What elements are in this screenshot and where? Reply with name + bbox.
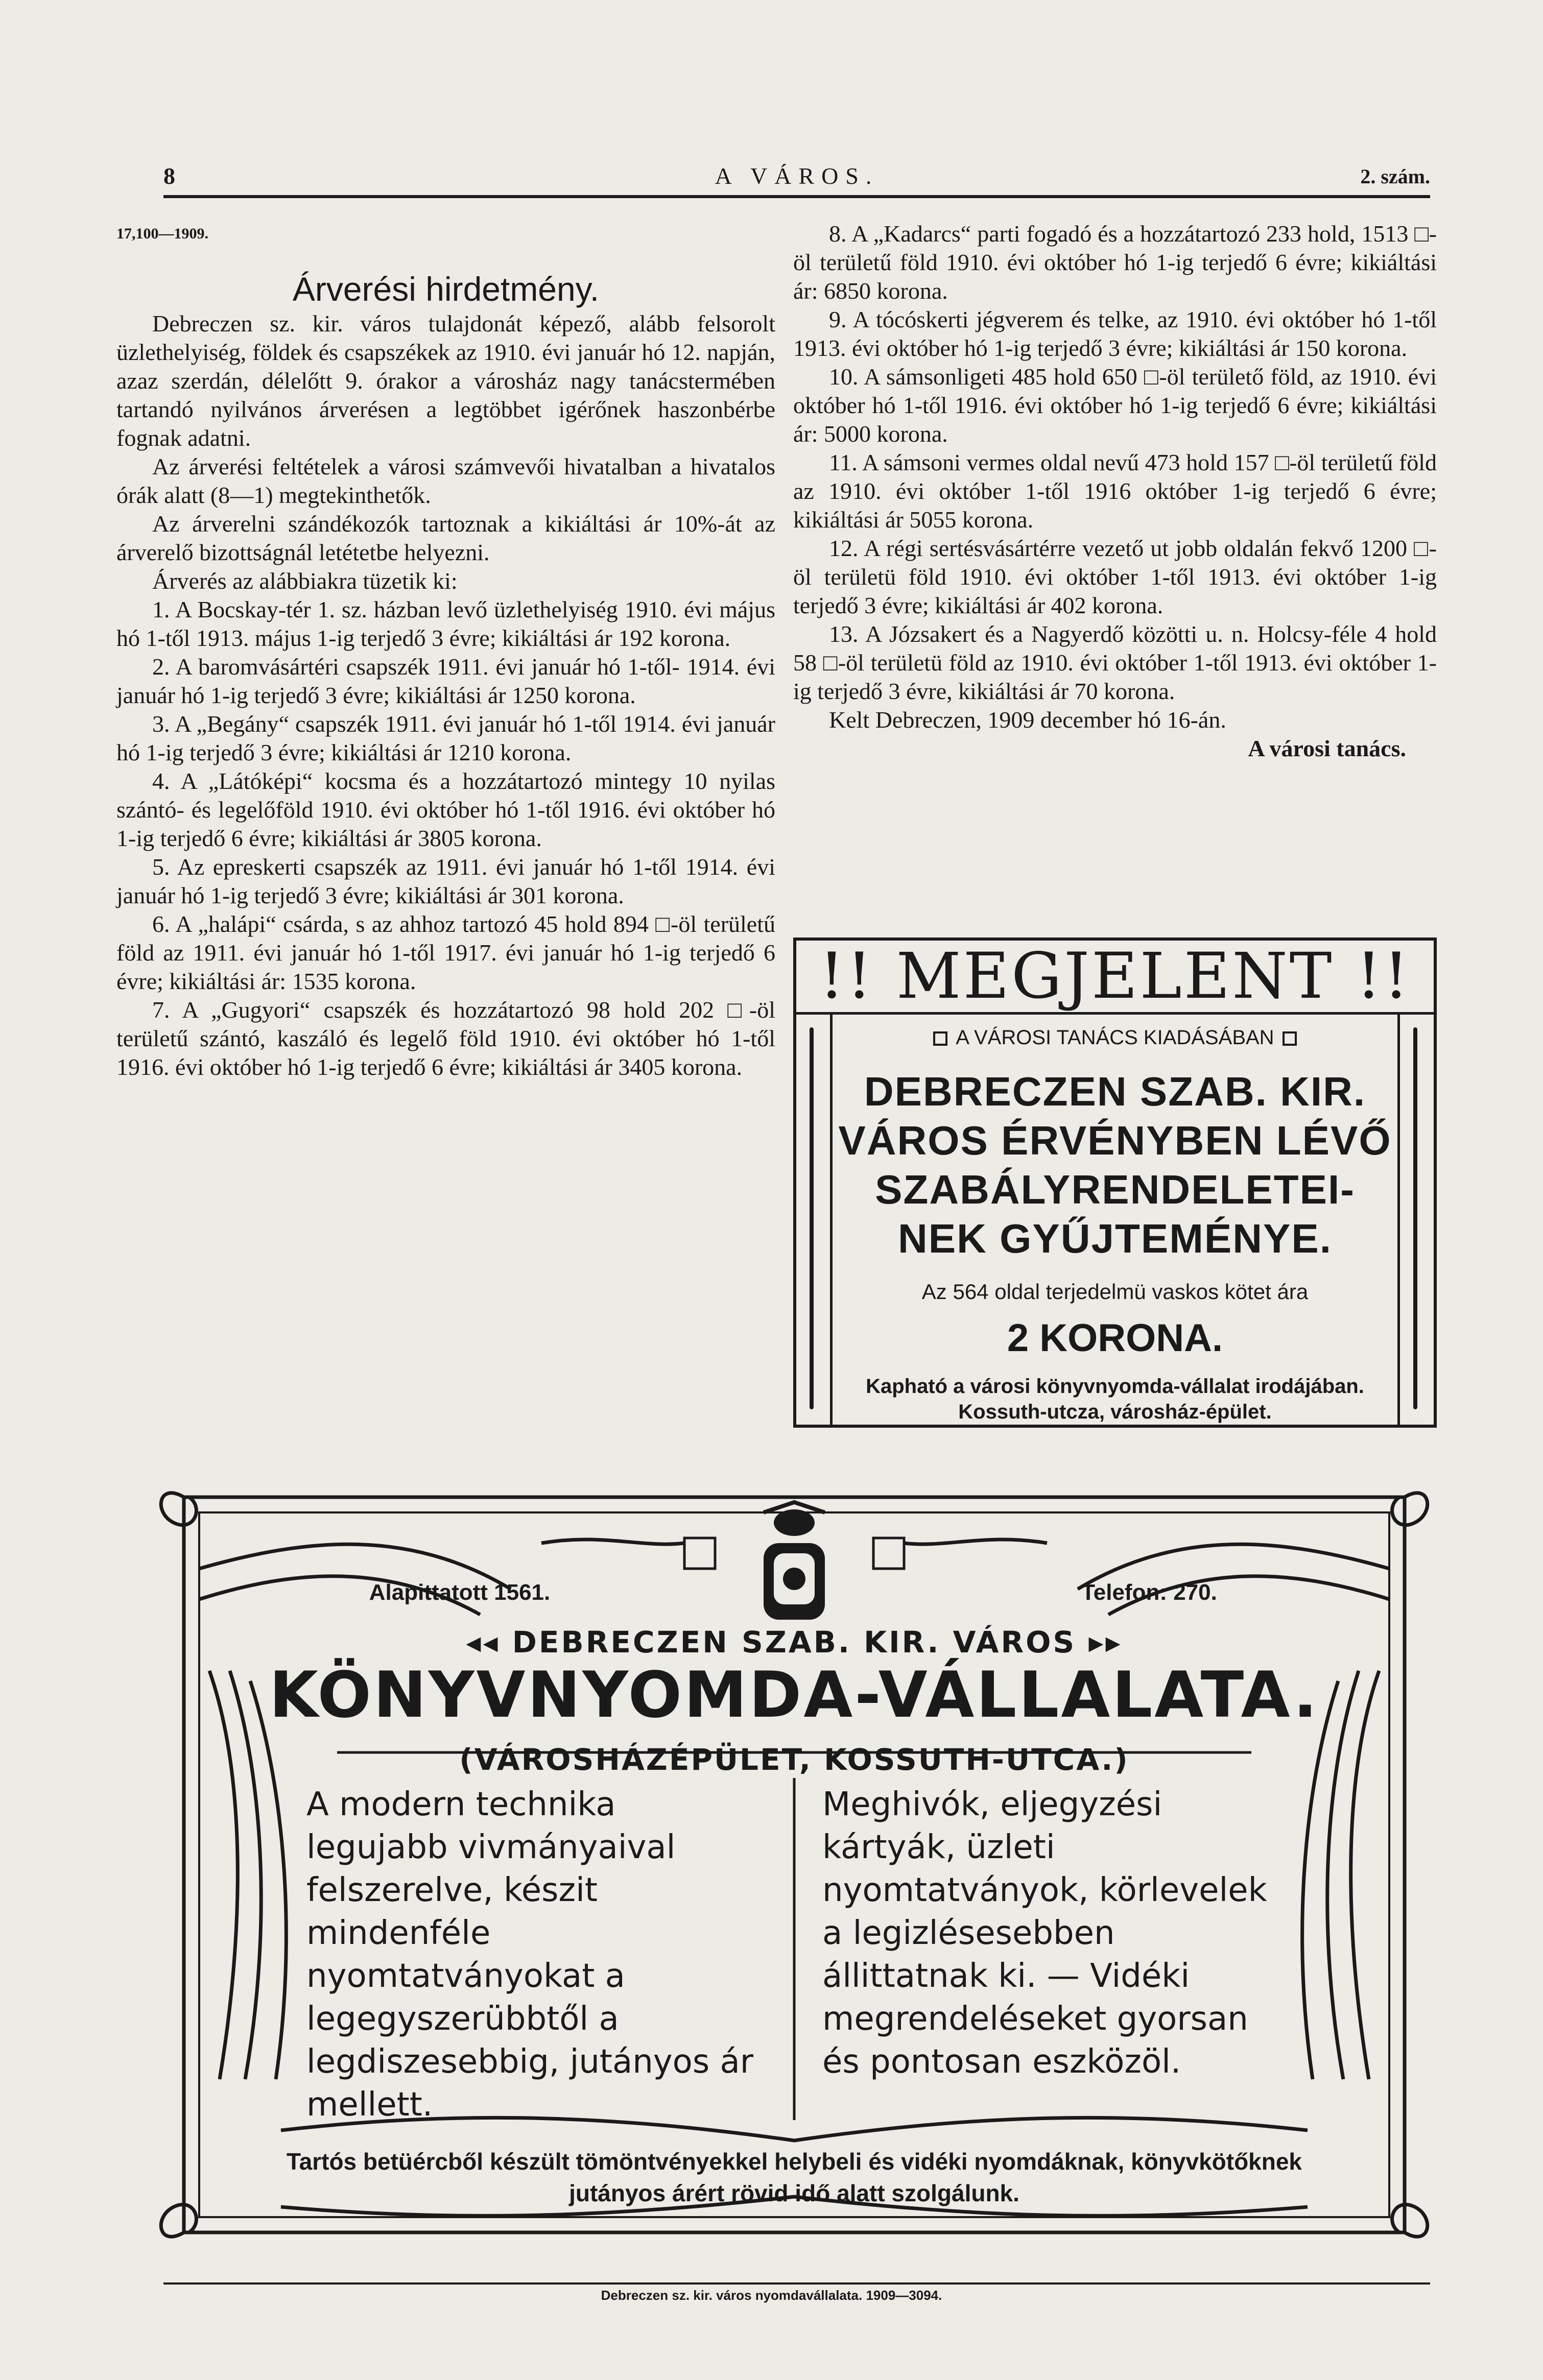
ad-subtitle-line [837, 1022, 1393, 1053]
shop-services-left: A modern technika legujabb vivmányaival felszerelve, készit mindenféle nyomtatványokat a legegyszerübbtől a legdiszesebbig, jutányos ár mellett. [306, 1786, 754, 2124]
ad-right-ornament [1397, 1012, 1434, 1425]
ad-headline: !! MEGJELENT !! [796, 941, 1434, 1015]
notice-conditions: Az árverési feltételek a városi számvevői hivatalban a hivatalos órák alatt (8—1) megtekinthetők. [116, 453, 775, 508]
ad-price: 2 KORONA. [1007, 1316, 1223, 1360]
ad-body [837, 1022, 1393, 1425]
notice-item: 12. A régi sertésvásártérre vezető ut jobb oldalán fekvő 1200 □-öl területü föld 1910. évi október 1-től 1913. évi október 1-ig terjedő 3 évre; kikiáltási ár 402 korona. [793, 535, 1437, 618]
ad-book-title: DEBRECZEN SZAB. KIR. VÁROS ÉRVÉNYBEN LÉVŐ SZABÁLYRENDELETEI-NEK GYŰJTEMÉNYE. [838, 1069, 1392, 1261]
notice-reference: 17,100—1909. [116, 225, 208, 242]
notice-item: 3. A „Begány“ csapszék 1911. évi január hó 1-től 1914. évi január hó 1-ig terjedő 3 évre; kikiáltási ár 1210 korona. [116, 711, 775, 765]
ad-availability: Kapható a városi könyvnyomda-vállalat irodájában. Kossuth-utcza, városház-épület. [866, 1375, 1364, 1423]
printer-imprint: Debreczen sz. kir. város nyomdavállalata. 1909—3094. [601, 2288, 942, 2303]
phone-number: Telefon: 270. [1081, 1580, 1217, 1605]
notice-intro: Debreczen sz. kir. város tulajdonát képező, alább felsorolt üzlethelyiség, földek és csapszékek az 1910. évi január hó 12. napján, azaz szerdán, délelőtt 9. órakor a városház nagy tanácstermében tartandó nyilvános árverésen a legtöbbet igérőnek haszonbérbe fognak adatni. [116, 310, 775, 451]
notice-item: 4. A „Látóképi“ kocsma és a hozzátartozó mintegy 10 nyilas szántó- és legelőföld 1910. évi október hó 1-től 1916. évi október hó 1-ig terjedő 6 évre; kikiáltási ár 3805 korona. [116, 768, 775, 851]
notice-lead: Árverés az alábbiakra tüzetik ki: [152, 568, 458, 594]
auction-notice-right [793, 220, 1437, 763]
square-bullet-icon [1283, 1031, 1297, 1046]
ad-left-ornament [796, 1012, 833, 1425]
notice-deposit: Az árverelni szándékozók tartoznak a kikiáltási ár 10%-át az árverelő bizottságnál letétetbe helyezni. [116, 511, 775, 565]
page-header [163, 162, 1430, 194]
square-bullet-icon [933, 1031, 947, 1046]
issue-number: 2. szám. [1360, 165, 1430, 188]
notice-item: 5. Az epreskerti csapszék az 1911. évi január hó 1-től 1914. évi január hó 1-ig terjedő 3 évre; kikiáltási ár 301 korona. [116, 854, 775, 908]
arrow-left-icon: ◂◂ [466, 1625, 512, 1660]
notice-item: 7. A „Gugyori“ csapszék és hozzátartozó 98 hold 202 □-öl területű szántó, kaszáló és legelő föld 1910. évi október hó 1-től 1916. évi október hó 1-ig terjedő 6 évre; kikiáltási ár 3405 korona. [116, 997, 775, 1080]
print-shop-advertisement [153, 1467, 1435, 2263]
notice-signature: A városi tanács. [1248, 735, 1406, 761]
shop-name: KÖNYVNYOMDA-VÁLLALATA. [269, 1658, 1319, 1732]
shop-address: (VÁROSHÁZÉPÜLET, KOSSUTH-UTCA.) [459, 1742, 1129, 1777]
notice-item: 8. A „Kadarcs“ parti fogadó és a hozzátartozó 233 hold, 1513 □-öl területű föld 1910. évi október hó 1-ig terjedő 6 évre; kikiáltási ár: 6850 korona. [793, 221, 1437, 304]
auction-notice-left [116, 220, 775, 1081]
arrow-right-icon: ▸▸ [1076, 1625, 1123, 1660]
notice-title: Árverési hirdetmény. [292, 270, 600, 308]
notice-item: 10. A sámsonligeti 485 hold 650 □-öl területő föld, az 1910. évi október hó 1-től 1916. évi október hó 1-ig terjedő 6 évre; kikiáltási ár: 5000 korona. [793, 364, 1437, 447]
notice-item: 13. A Józsakert és a Nagyerdő közötti u. n. Holcsy-féle 4 hold 58 □-öl területü föld az 1910. évi október 1-től 1913. évi október 1-ig terjedő 3 évre, kikiáltási ár 70 korona. [793, 621, 1437, 704]
header-rule [163, 195, 1430, 198]
megjelent-advertisement [793, 937, 1437, 1428]
founded-year: Alapittatott 1561. [369, 1580, 551, 1605]
notice-date: Kelt Debreczen, 1909 december hó 16-án. [829, 707, 1226, 733]
notice-item: 2. A baromvásártéri csapszék 1911. évi január hó 1-től- 1914. évi január hó 1-ig terjedő 3 évre; kikiáltási ár 1250 korona. [116, 654, 775, 708]
ad-subtitle: A VÁROSI TANÁCS KIADÁSÁBAN [956, 1026, 1274, 1049]
notice-item: 1. A Bocskay-tér 1. sz. házban levő üzlethelyiség 1910. évi május hó 1-től 1913. május 1-ig terjedő 3 évre; kikiáltási ár 192 korona. [116, 596, 775, 651]
city-crest-icon [764, 1502, 825, 1620]
shop-line1: ◂◂ DEBRECZEN SZAB. KIR. VÁROS ▸▸ [466, 1625, 1123, 1660]
shop-services-right: Meghivók, eljegyzési kártyák, üzleti nyomtatványok, körlevelek a legizlésesebben állittatnak ki. — Vidéki megrendeléseket gyorsan és pontosan eszközöl. [822, 1786, 1267, 2081]
page-number: 8 [163, 163, 175, 189]
shop-footer: Tartós betüércből készült tömöntvényekkel helybeli és vidéki nyomdáknak, könyvkötőknek jutányos árért rövid idő alatt szolgálunk. [286, 2148, 1302, 2206]
notice-item: 11. A sámsoni vermes oldal nevű 473 hold 157 □-öl területű föld az 1910. évi október 1-től 1916 október 1-ig terjedő 6 évre; kikiáltási ár 5055 korona. [793, 449, 1437, 533]
notice-item: 6. A „halápi“ csárda, s az ahhoz tartozó 45 hold 894 □-öl területű föld az 1911. évi január hó 1-től 1917. évi január hó 1-ig terjedő 6 évre; kikiáltási ár: 1535 korona. [116, 911, 775, 994]
imprint-rule [163, 2282, 1430, 2285]
publication-title: A VÁROS. [715, 163, 879, 189]
ad-description: Az 564 oldal terjedelmü vaskos kötet ára [921, 1280, 1309, 1304]
notice-item: 9. A tócóskerti jégverem és telke, az 1910. évi október hó 1-től 1913. évi október hó 1-ig terjedő 3 évre; kikiáltási ár 150 korona. [793, 306, 1437, 361]
